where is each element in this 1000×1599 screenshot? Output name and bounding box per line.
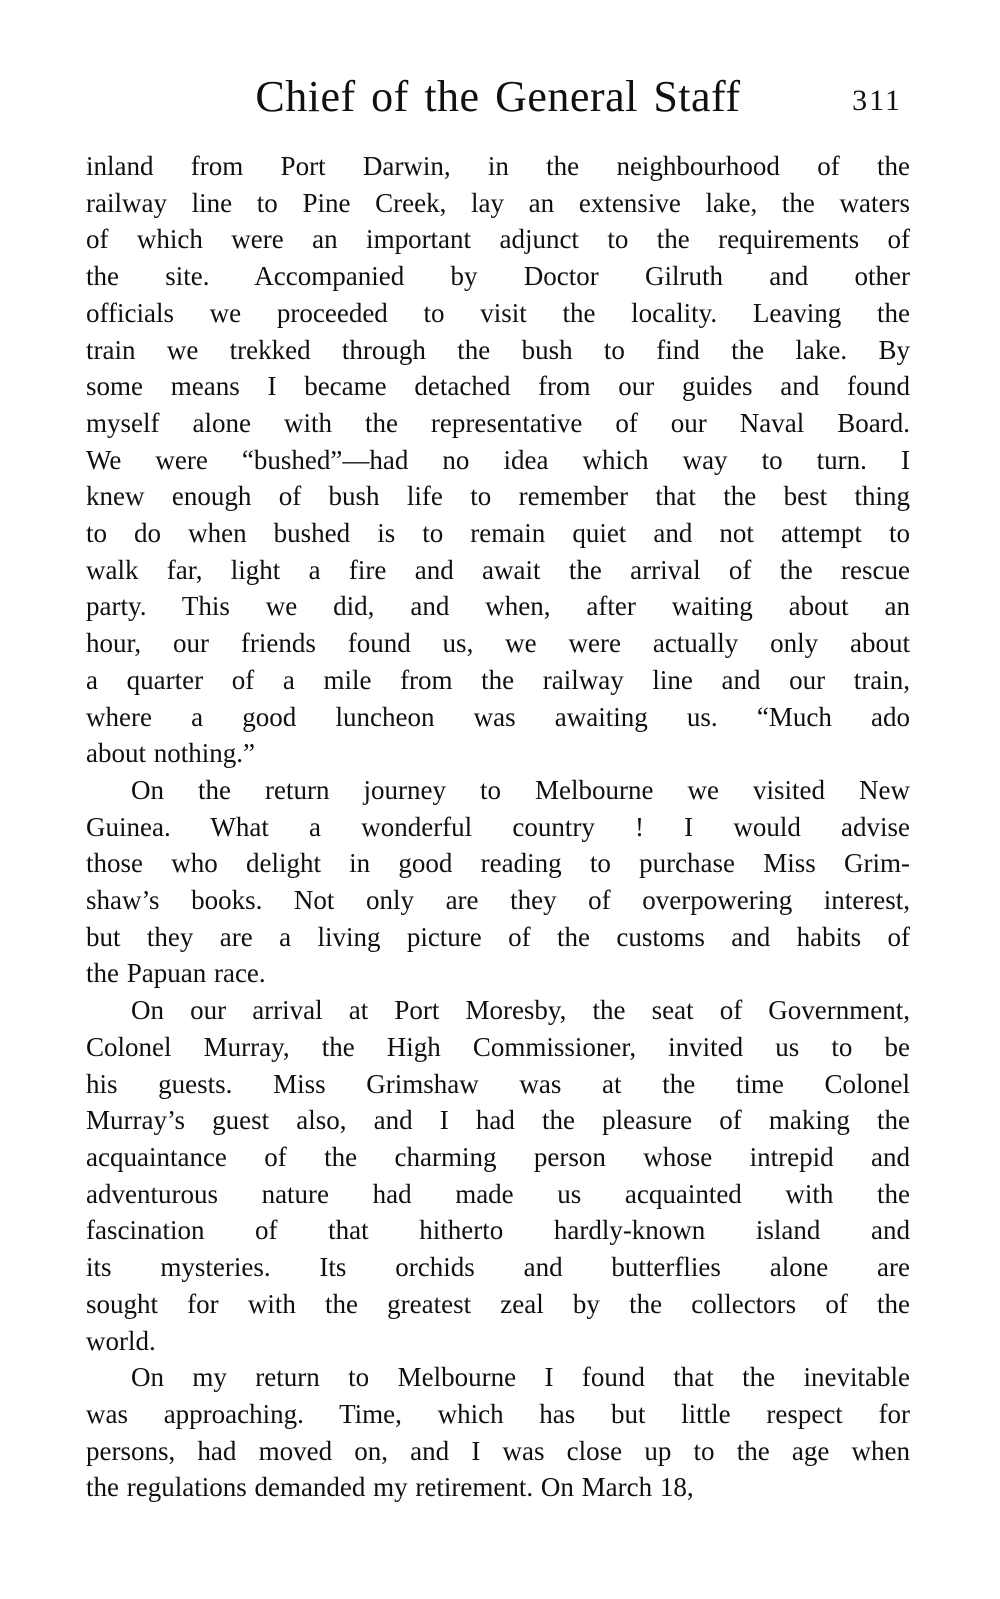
- text-line: those who delight in good reading to purchase Miss Grim-: [86, 848, 910, 879]
- text-line: about nothing.”: [86, 738, 255, 769]
- text-line: inland from Port Darwin, in the neighbourhood of the: [86, 151, 910, 181]
- text-line: his guests. Miss Grimshaw was at the time Colonel: [86, 1068, 910, 1099]
- text-line: hour, our friends found us, we were actually only about: [86, 628, 910, 659]
- text-line: its mysteries. Its orchids and butterflies alone are: [86, 1252, 910, 1283]
- paragraph: [86, 148, 910, 772]
- text-line: to do when bushed is to remain quiet and not attempt to: [86, 518, 910, 549]
- page-header: [86, 70, 910, 124]
- running-title: Chief of the General Staff: [255, 72, 741, 121]
- paragraph: [86, 772, 910, 992]
- text-line: On our arrival at Port Moresby, the seat of Government,: [131, 995, 910, 1026]
- text-line: myself alone with the representative of our Naval Board.: [86, 407, 910, 438]
- text-line: but they are a living picture of the customs and habits of: [86, 921, 910, 952]
- page-number: 311: [852, 84, 902, 117]
- text-line: knew enough of bush life to remember that the best thing: [86, 481, 910, 512]
- text-line: world.: [86, 1325, 156, 1356]
- text-line: sought for with the greatest zeal by the collectors of the: [86, 1288, 910, 1319]
- text-line: Guinea. What a wonderful country ! I would advise: [86, 811, 910, 842]
- text-line: the regulations demanded my retirement. On March 18,: [86, 1472, 694, 1503]
- text-line: shaw’s books. Not only are they of overpowering interest,: [86, 885, 910, 916]
- text-line: On the return journey to Melbourne we visited New: [131, 774, 910, 805]
- text-line: some means I became detached from our guides and found: [86, 371, 910, 402]
- page-body: [86, 148, 910, 1506]
- text-line: On my return to Melbourne I found that the inevitable: [131, 1362, 910, 1393]
- text-line: acquaintance of the charming person whose intrepid and: [86, 1141, 910, 1172]
- text-line: fascination of that hitherto hardly-known island and: [86, 1215, 910, 1246]
- text-line: party. This we did, and when, after waiting about an: [86, 591, 910, 622]
- text-line: the site. Accompanied by Doctor Gilruth and other: [86, 261, 910, 292]
- text-line: was approaching. Time, which has but little respect for: [86, 1398, 910, 1429]
- text-line: railway line to Pine Creek, lay an extensive lake, the waters: [86, 187, 910, 218]
- paragraph: [86, 1359, 910, 1506]
- text-line: walk far, light a fire and await the arrival of the rescue: [86, 554, 910, 585]
- text-line: where a good luncheon was awaiting us. “Much ado: [86, 701, 910, 732]
- paragraph: [86, 992, 910, 1359]
- text-line: persons, had moved on, and I was close up to the age when: [86, 1435, 910, 1466]
- text-line: We were “bushed”—had no idea which way to turn. I: [86, 444, 910, 475]
- text-line: of which were an important adjunct to the requirements of: [86, 224, 910, 255]
- text-line: train we trekked through the bush to find the lake. By: [86, 334, 910, 365]
- text-line: adventurous nature had made us acquainted with the: [86, 1178, 910, 1209]
- text-line: the Papuan race.: [86, 958, 266, 989]
- text-line: Colonel Murray, the High Commissioner, invited us to be: [86, 1031, 910, 1062]
- text-line: Murray’s guest also, and I had the pleasure of making the: [86, 1105, 910, 1136]
- text-line: a quarter of a mile from the railway line and our train,: [86, 664, 910, 695]
- text-line: officials we proceeded to visit the locality. Leaving the: [86, 297, 910, 328]
